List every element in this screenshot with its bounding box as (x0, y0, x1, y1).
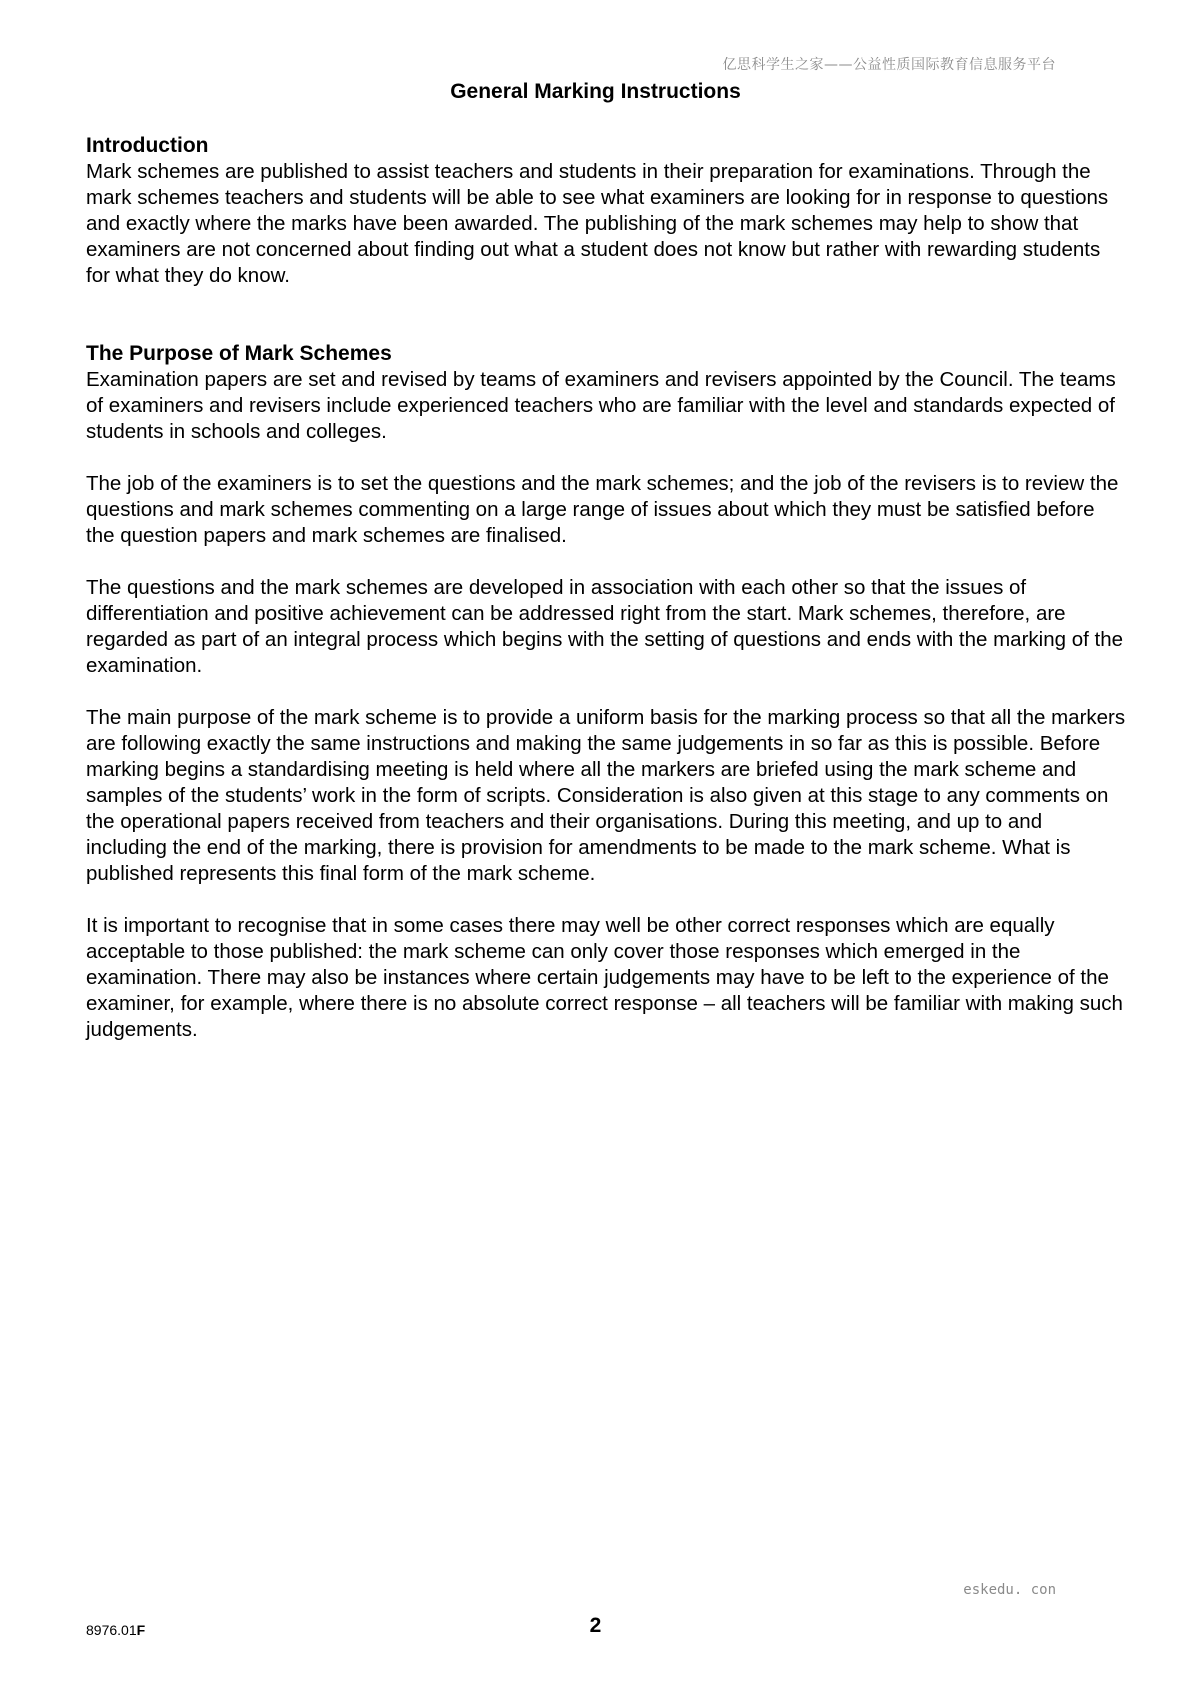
document-code-number: 8976.01 (86, 1622, 137, 1638)
purpose-paragraph-4: The main purpose of the mark scheme is to provide a uniform basis for the marking process so that all the markers are following exactly the same instructions and making the same judgements in so far as this is possible. Before marking begins a standardising meeting is held where all the markers are briefed using the mark scheme and samples of the students’ work in the form of scripts. Consideration is also given at this stage to any comments on the operational papers received from teachers and their organisations. During this meeting, and up to and including the end of the marking, there is provision for amendments to be made to the mark scheme. What is published represents this final form of the mark scheme. (86, 706, 1126, 885)
document-code-suffix: F (136, 1622, 146, 1638)
header-watermark: 亿思科学生之家——公益性质国际教育信息服务平台 (722, 57, 1056, 73)
purpose-paragraph-2: The job of the examiners is to set the questions and the mark schemes; and the job of the revisers is to review the questions and mark schemes commenting on a large range of issues about which they must be satisfied before the question papers and mark schemes are finalised. (86, 472, 1119, 547)
purpose-paragraph-1: Examination papers are set and revised by teams of examiners and revisers appointed by the Council. The teams of examiners and revisers include experienced teachers who are familiar with the level and standards expected of students in schools and colleges. (86, 368, 1116, 443)
document-body (86, 133, 1126, 1043)
purpose-paragraph-3: The questions and the mark schemes are developed in association with each other so that the issues of differentiation and positive achievement can be addressed right from the start. Mark schemes, therefore, are regarded as part of an integral process which begins with the setting of questions and ends with the marking of the examination. (86, 576, 1124, 677)
introduction-section (86, 133, 1126, 289)
section-heading-introduction: Introduction (86, 134, 209, 157)
page-number: 2 (589, 1614, 602, 1637)
purpose-paragraph-5: It is important to recognise that in some cases there may well be other correct responses which are equally acceptable to those published: the mark scheme can only cover those responses which emerged in the examination. There may also be instances where certain judgements may have to be left to the experience of the examiner, for example, where there is no absolute correct response – all teachers will be familiar with making such judgements. (86, 914, 1123, 1041)
footer-watermark: eskedu. con (963, 1582, 1056, 1598)
section-heading-purpose: The Purpose of Mark Schemes (86, 342, 392, 365)
introduction-paragraph: Mark schemes are published to assist teachers and students in their preparation for examinations. Through the mark schemes teachers and students will be able to see what examiners are looking for in response to questions and exactly where the marks have been awarded. The publishing of the mark schemes may help to show that examiners are not concerned about finding out what a student does not know but rather with rewarding students for what they do know. (86, 160, 1109, 287)
purpose-section (86, 341, 1126, 1043)
page-title: General Marking Instructions (450, 80, 741, 103)
